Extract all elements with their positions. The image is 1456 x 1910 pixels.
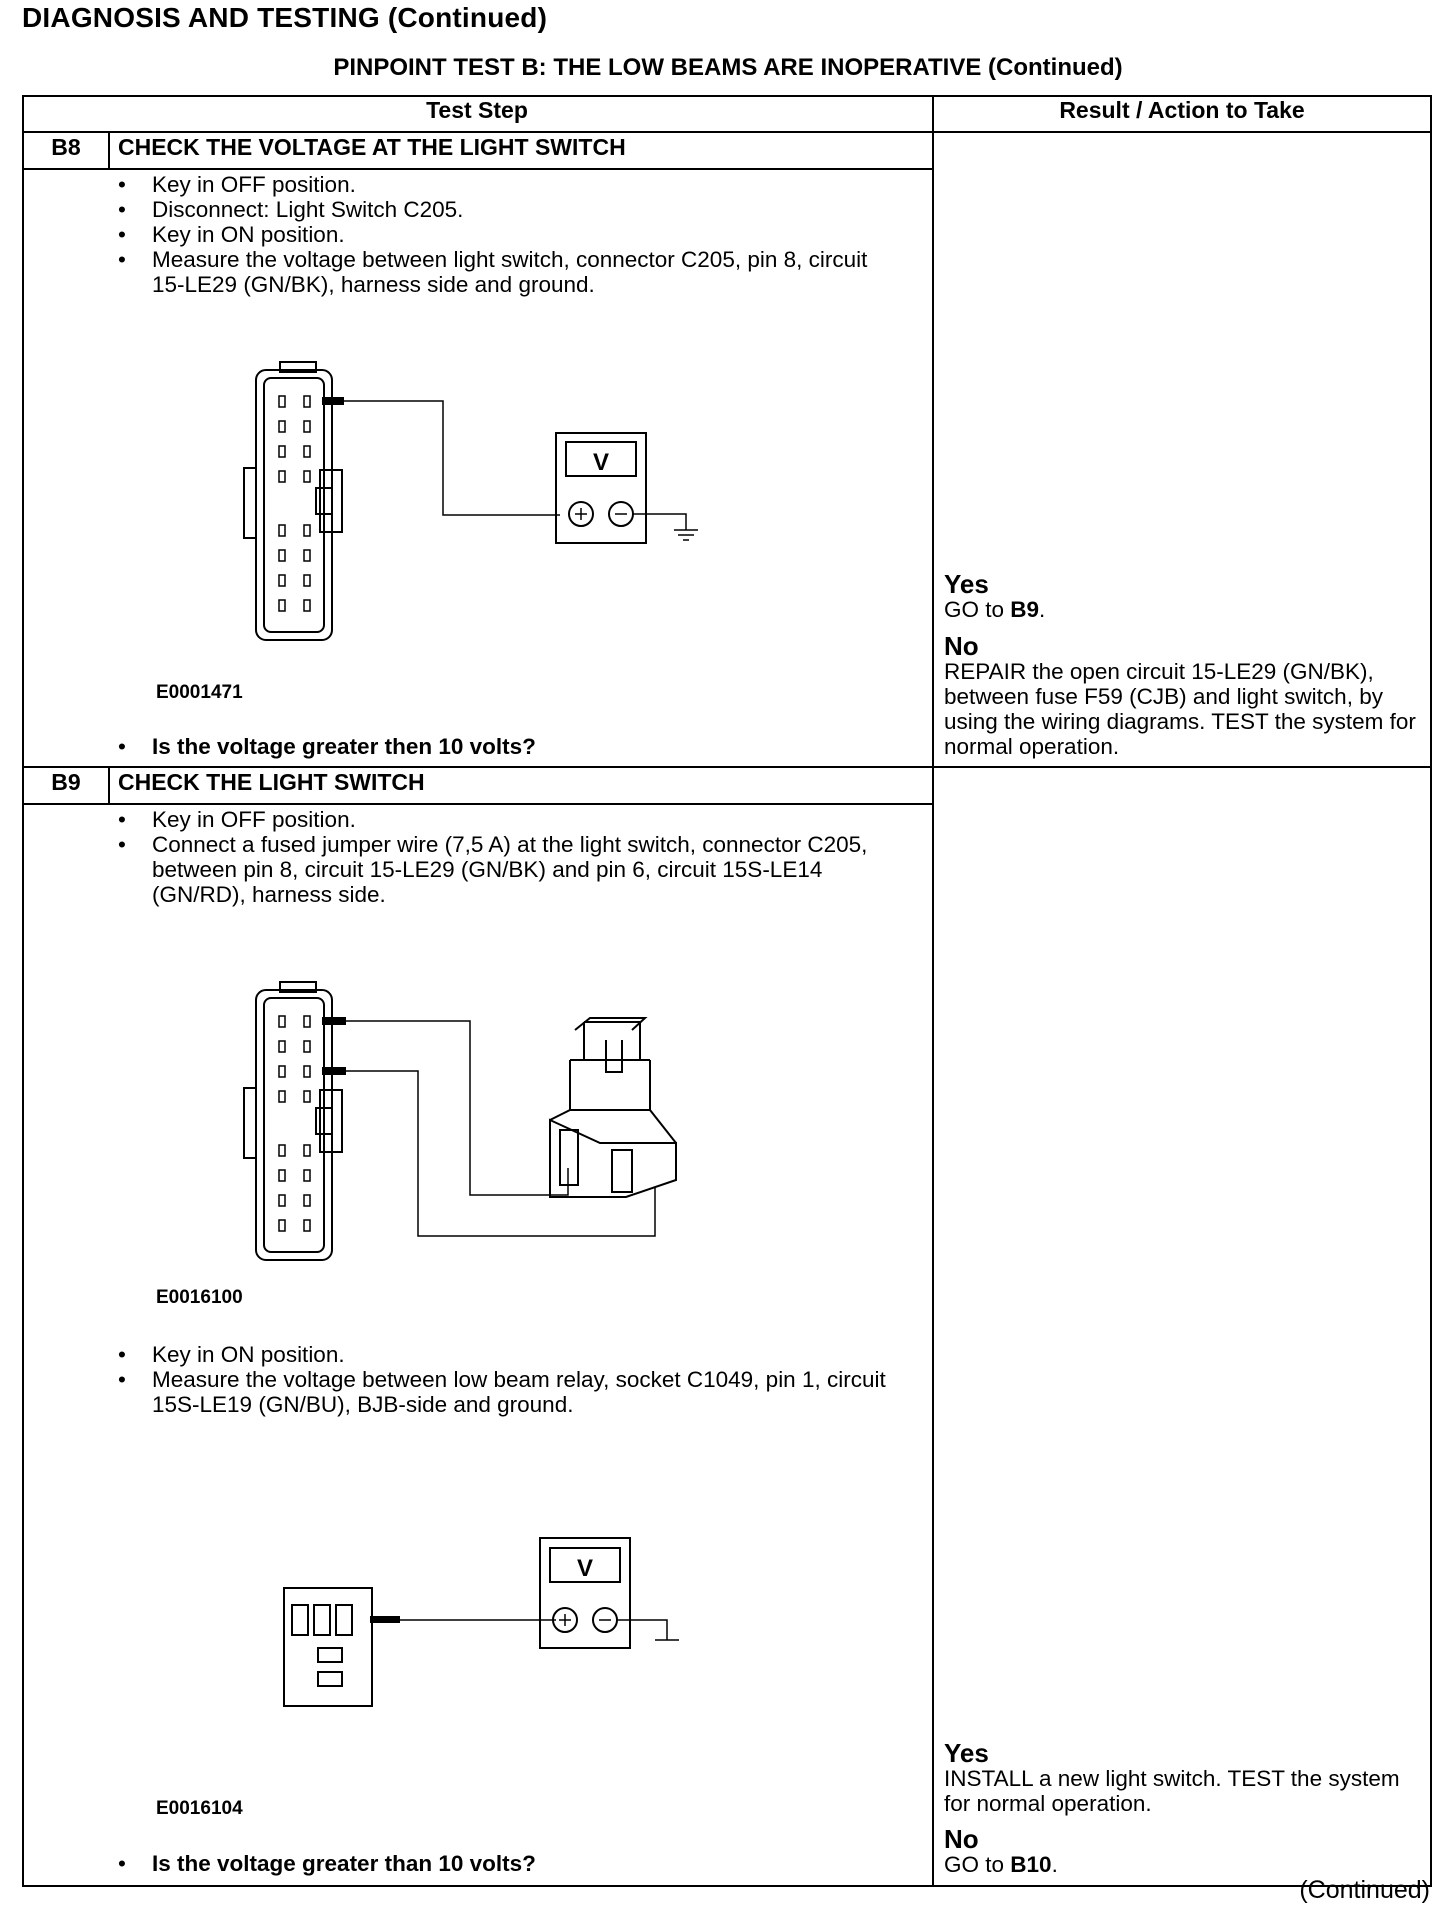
step-ref-link[interactable]: B9 <box>1010 597 1040 622</box>
figure-id-b8: E0001471 <box>156 682 243 703</box>
list-item: • Connect a fused jumper wire (7,5 A) at the light switch, connector C205, between pin 8, circuit 15-LE29 (GN/BK) and pin 6, circuit 15S-LE14 (GN/RD), harness side. <box>118 832 908 907</box>
no-action: GO to <box>944 1852 1011 1877</box>
result-no-label-b8: No <box>944 631 979 661</box>
ground-icon <box>617 1620 679 1640</box>
result-yes-label-b9: Yes <box>944 1738 989 1768</box>
list-item: • Measure the voltage between low beam relay, socket C1049, pin 1, circuit 15S-LE19 (GN/BU), BJB-side and ground. <box>118 1367 908 1417</box>
figure-id-b9-jumper: E0016100 <box>156 1287 243 1308</box>
list-item: • Measure the voltage between light switch, connector C205, pin 8, circuit 15-LE29 (GN/BK), harness side and ground. <box>118 247 898 297</box>
column-header-test-step: Test Step <box>426 97 528 123</box>
list-item: • Disconnect: Light Switch C205. <box>118 197 898 222</box>
step-title-b8: CHECK THE VOLTAGE AT THE LIGHT SWITCH <box>118 134 626 160</box>
question-b9: • Is the voltage greater than 10 volts? <box>118 1851 536 1876</box>
question-text: Is the voltage greater then 10 volts? <box>152 734 536 759</box>
question-b8: • Is the voltage greater then 10 volts? <box>118 734 536 759</box>
no-punct: . <box>1051 1852 1058 1877</box>
result-no-text-b9 <box>944 1852 1424 1877</box>
meter-v-text: V <box>576 1555 594 1582</box>
step-title-b9: CHECK THE LIGHT SWITCH <box>118 769 425 795</box>
question-text: Is the voltage greater than 10 volts? <box>152 1851 536 1876</box>
figure-id-b9-relay: E0016104 <box>156 1798 243 1819</box>
step-id-b8: B8 <box>51 134 81 160</box>
list-item: • Key in ON position. <box>118 222 898 247</box>
result-no-label-b9: No <box>944 1824 979 1854</box>
meter-label-b9 <box>540 1548 630 1582</box>
result-yes-text-b9: INSTALL a new light switch. TEST the system for normal operation. <box>944 1766 1400 1816</box>
list-item: • Key in OFF position. <box>118 807 908 832</box>
step-id-b9: B9 <box>51 769 81 795</box>
relay-socket-icon <box>284 1588 372 1706</box>
continued-note: (Continued) <box>1299 1876 1430 1904</box>
pinpoint-test-title: PINPOINT TEST B: THE LOW BEAMS ARE INOPERATIVE (Continued) <box>333 54 1123 81</box>
step-ref-link[interactable]: B10 <box>1010 1852 1052 1877</box>
list-item: • Key in OFF position. <box>118 172 898 197</box>
yes-action: GO to <box>944 597 1011 622</box>
result-yes-label-b8: Yes <box>944 569 989 599</box>
result-no-text-b8: REPAIR the open circuit 15-LE29 (GN/BK), between fuse F59 (CJB) and light switch, by using the wiring diagrams. TEST the system for normal operation. <box>944 659 1416 759</box>
probe-wire <box>370 1616 556 1623</box>
list-item: • Key in ON position. <box>118 1342 908 1367</box>
yes-punct: . <box>1039 597 1046 622</box>
meter-v-text: V <box>592 449 610 476</box>
column-header-result: Result / Action to Take <box>1059 97 1305 123</box>
page-title: DIAGNOSIS AND TESTING (Continued) <box>22 2 548 33</box>
